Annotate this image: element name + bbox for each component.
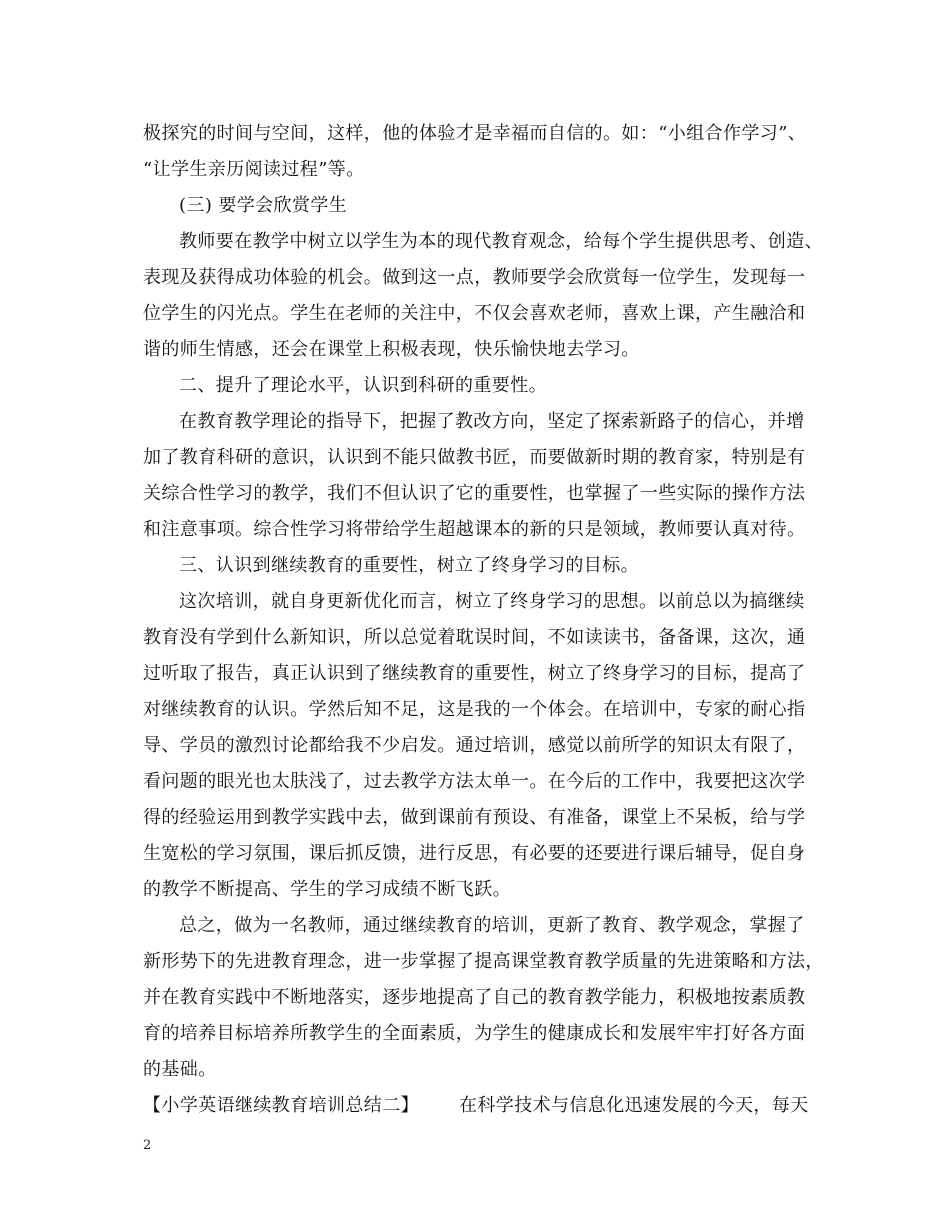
paragraph-line: 新形势下的先进教育理念，进一步掌握了提高课堂教育教学质量的先进策略和方法， <box>143 951 824 972</box>
paragraph-line: 生宽松的学习氛围，课后抓反馈，进行反思，有必要的还要进行课后辅导，促自身 <box>143 843 806 864</box>
paragraph-line: 加了教育科研的意识，认识到不能只做教书匠，而要做新时期的教育家，特别是有 <box>143 447 806 468</box>
paragraph-line: 位学生的闪光点。学生在老师的关注中，不仅会喜欢老师，喜欢上课，产生融洽和 <box>143 303 806 324</box>
paragraph-line: 表现及获得成功体验的机会。做到这一点，教师要学会欣赏每一位学生，发现每一 <box>143 267 806 288</box>
paragraph-line: 得的经验运用到教学实践中去，做到课前有预设、有准备，课堂上不呆板，给与学 <box>143 807 806 828</box>
paragraph-line: 在教育教学理论的指导下，把握了教改方向，坚定了探索新路子的信心，并增 <box>179 411 805 432</box>
paragraph-line: 的教学不断提高、学生的学习成绩不断飞跃。 <box>143 879 511 900</box>
section-first-line: 在科学技术与信息化迅速发展的今天，每天 <box>459 1095 809 1116</box>
paragraph-line: 导、学员的激烈讨论都给我不少启发。通过培训，感觉以前所学的知识太有限了， <box>143 735 806 756</box>
section-title: 【小学英语继续教育培训总结二】 <box>143 1095 419 1116</box>
section-title-line <box>143 1088 815 1124</box>
page-number: 2 <box>143 1138 152 1153</box>
paragraph-line: 教育没有学到什么新知识，所以总觉着耽误时间，不如读读书，备备课，这次，通 <box>143 627 806 648</box>
paragraph-line: 育的培养目标培养所教学生的全面素质，为学生的健康成长和发展牢牢打好各方面 <box>143 1023 806 1044</box>
subheading: (三) 要学会欣赏学生 <box>179 195 348 216</box>
document-body <box>143 116 824 1124</box>
paragraph-line: 关综合性学习的教学，我们不但认识了它的重要性，也掌握了一些实际的操作方法 <box>143 483 806 504</box>
paragraph-line: 和注意事项。综合性学习将带给学生超越课本的新的只是领域，教师要认真对待。 <box>143 519 806 540</box>
paragraph-line: 看问题的眼光也太肤浅了，过去教学方法太单一。在今后的工作中，我要把这次学 <box>143 771 806 792</box>
paragraph-line: 谐的师生情感，还会在课堂上积极表现，快乐愉快地去学习。 <box>143 339 640 360</box>
paragraph-line: 过听取了报告，真正认识到了继续教育的重要性，树立了终身学习的目标，提高了 <box>143 663 806 684</box>
paragraph-line: “让学生亲历阅读过程”等。 <box>143 159 365 180</box>
paragraph-line: 总之，做为一名教师，通过继续教育的培训，更新了教育、教学观念，掌握了 <box>179 915 805 936</box>
paragraph-line: 对继续教育的认识。学然后知不足，这是我的一个体会。在培训中，专家的耐心指 <box>143 699 806 720</box>
section-heading: 二、提升了理论水平，认识到科研的重要性。 <box>179 375 547 396</box>
section-heading: 三、认识到继续教育的重要性，树立了终身学习的目标。 <box>179 555 639 576</box>
paragraph-line: 教师要在教学中树立以学生为本的现代教育观念，给每个学生提供思考、创造、 <box>179 231 823 252</box>
paragraph-line: 极探究的时间与空间，这样，他的体验才是幸福而自信的。如：“小组合作学习”、 <box>143 123 807 144</box>
paragraph-line: 的基础。 <box>143 1059 217 1080</box>
paragraph-line: 这次培训，就自身更新优化而言，树立了终身学习的思想。以前总以为搞继续 <box>179 591 805 612</box>
paragraph-line: 并在教育实践中不断地落实，逐步地提高了自己的教育教学能力，积极地按素质教 <box>143 987 806 1008</box>
